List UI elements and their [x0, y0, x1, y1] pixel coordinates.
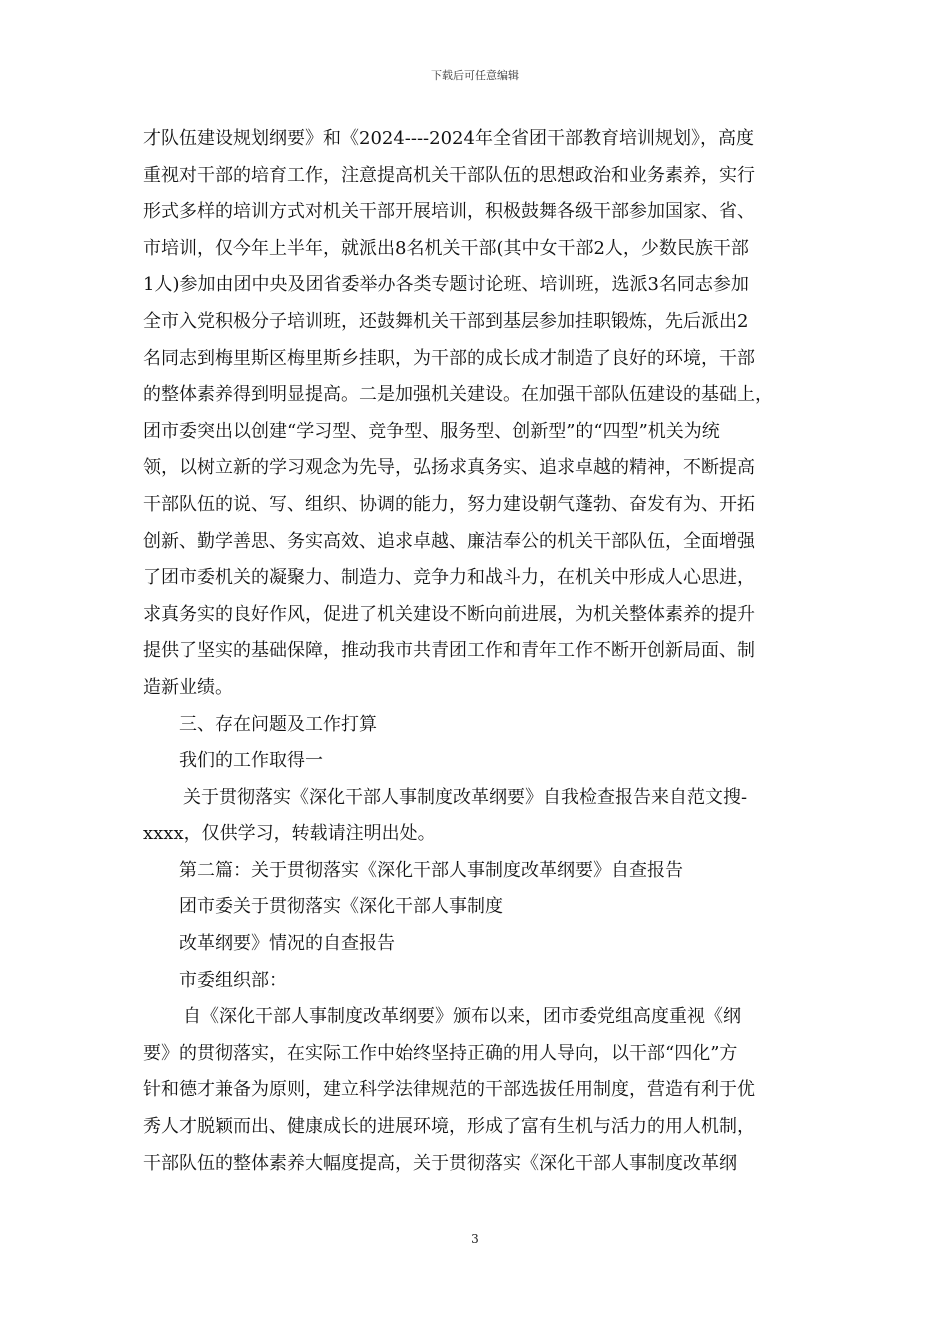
- text-line: 团市委突出以创建“学习型、竞争型、服务型、创新型”的“四型”机关为统: [143, 420, 720, 442]
- text-line: 才队伍建设规划纲要》和《2024----2024年全省团干部教育培训规划》，高度: [143, 128, 754, 149]
- text-line: 秀人才脱颖而出、健康成长的进展环境，形成了富有生机与活力的用人机制，: [143, 1116, 755, 1138]
- document-body: [143, 121, 823, 1182]
- section-heading: 三、存在问题及工作打算: [179, 713, 377, 735]
- text-line: 领，以树立新的学习观念为先导，弘扬求真务实、追求卓越的精神，不断提高: [143, 457, 755, 479]
- text-line: 的整体素养得到明显提高。二是加强机关建设。在加强干部队伍建设的基础上，: [143, 384, 773, 406]
- text-line: 1人)参加由团中央及团省委举办各类专题讨论班、培训班，选派3名同志参加: [143, 274, 749, 296]
- salutation: 市委组织部：: [179, 969, 287, 991]
- text-line: 关于贯彻落实《深化干部人事制度改革纲要》自我检查报告来自范文搜-: [183, 786, 748, 808]
- text-line: 全市入党积极分子培训班，还鼓舞机关干部到基层参加挂职锻炼，先后派出2: [143, 310, 749, 332]
- chapter-heading: 第二篇：关于贯彻落实《深化干部人事制度改革纲要》自查报告: [179, 859, 683, 881]
- page-number: 3: [471, 1232, 479, 1246]
- text-line: 自《深化干部人事制度改革纲要》颁布以来，团市委党组高度重视《纲: [183, 1006, 741, 1028]
- text-line: 要》的贯彻落实，在实际工作中始终坚持正确的用人导向，以干部“四化”方: [143, 1042, 738, 1064]
- text-line: 名同志到梅里斯区梅里斯乡挂职，为干部的成长成才制造了良好的环境，干部: [143, 347, 755, 369]
- report-title-line: 团市委关于贯彻落实《深化干部人事制度: [179, 896, 503, 918]
- text-line: 形式多样的培训方式对机关干部开展培训，积极鼓舞各级干部参加国家、省、: [143, 201, 755, 223]
- text-line: 干部队伍的说、写、组织、协调的能力，努力建设朝气蓬勃、奋发有为、开拓: [143, 493, 755, 515]
- report-title-line: 改革纲要》情况的自查报告: [179, 933, 395, 955]
- text-line: 我们的工作取得一: [179, 750, 323, 772]
- text-line: 求真务实的良好作风，促进了机关建设不断向前进展，为机关整体素养的提升: [143, 603, 755, 625]
- text-line: 针和德才兼备为原则，建立科学法律规范的干部选拔任用制度，营造有利于优: [143, 1079, 755, 1101]
- text-line: 重视对干部的培育工作，注意提高机关干部队伍的思想政治和业务素养，实行: [143, 164, 755, 186]
- text-line: xxxx，仅供学习，转载请注明出处。: [143, 823, 436, 845]
- text-line: 创新、勤学善思、务实高效、追求卓越、廉洁奉公的机关干部队伍，全面增强: [143, 530, 755, 552]
- text-line: 干部队伍的整体素养大幅度提高，关于贯彻落实《深化干部人事制度改革纲: [143, 1152, 737, 1174]
- page-header: 下载后可任意编辑: [431, 69, 519, 82]
- text-line: 市培训，仅今年上半年，就派出8名机关干部(其中女干部2人，少数民族干部: [143, 237, 749, 259]
- text-line: 了团市委机关的凝聚力、制造力、竞争力和战斗力，在机关中形成人心思进，: [143, 567, 755, 589]
- text-line: 造新业绩。: [143, 676, 233, 698]
- text-line: 提供了坚实的基础保障，推动我市共青团工作和青年工作不断开创新局面、制: [143, 640, 755, 662]
